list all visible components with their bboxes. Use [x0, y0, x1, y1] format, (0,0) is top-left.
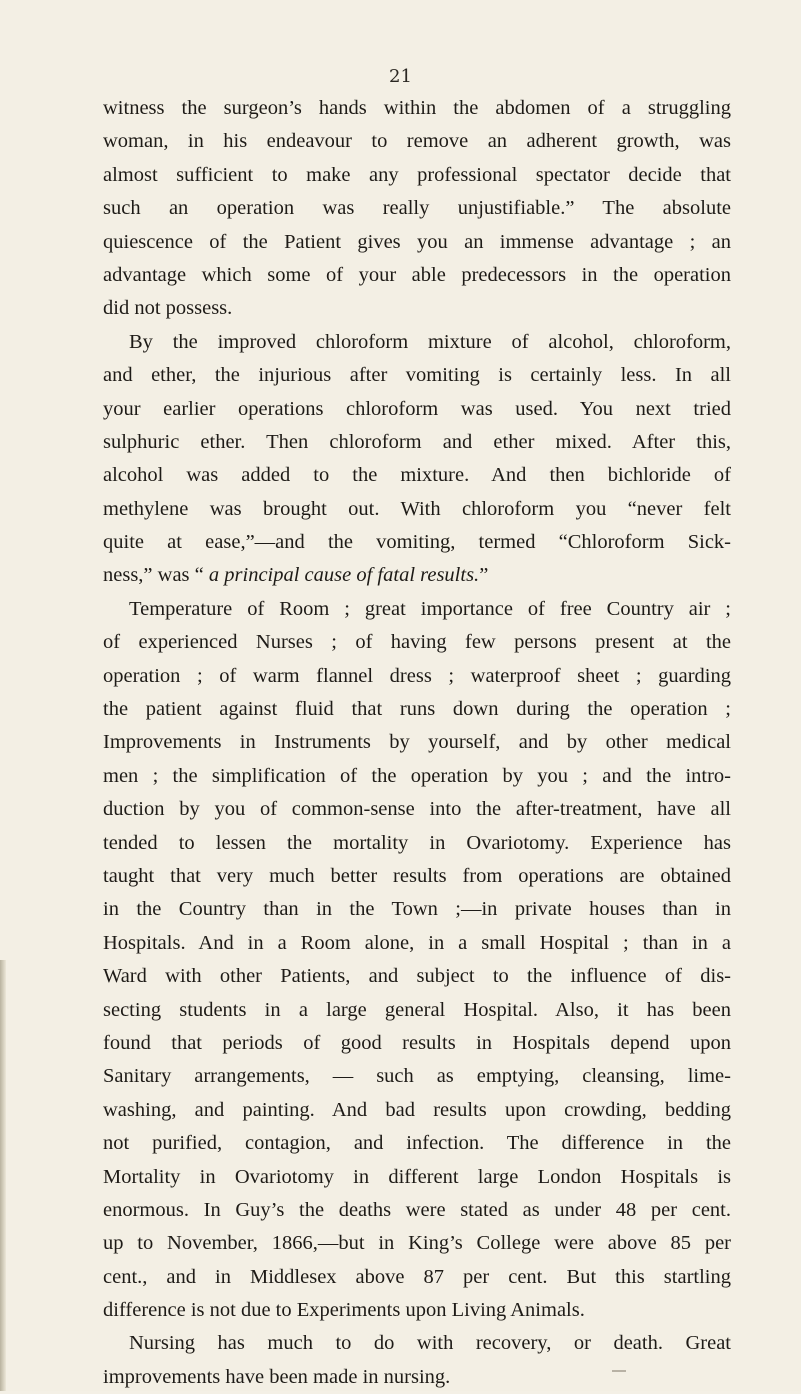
text-line: woman, in his endeavour to remove an adherent growth, was: [103, 130, 731, 153]
text-line: Nursing has much to do with recovery, or death. Great: [129, 1332, 731, 1355]
text-line: quite at ease,”—and the vomiting, termed “Chloroform Sick-: [103, 531, 731, 554]
page-binding-edge: [0, 960, 6, 1391]
text-line: tended to lessen the mortality in Ovariotomy. Experience has: [103, 831, 731, 854]
text-line: alcohol was added to the mixture. And then bichloride of: [103, 464, 731, 487]
text-line: duction by you of common-sense into the after-treatment, have all: [103, 798, 731, 821]
text-line: in the Country than in the Town ;—in private houses than in: [103, 898, 731, 921]
text-line: By the improved chloroform mixture of alcohol, chloroform,: [129, 330, 731, 353]
text-line: not purified, contagion, and infection. The difference in the: [103, 1132, 731, 1155]
text-line: witness the surgeon’s hands within the abdomen of a struggling: [103, 97, 731, 119]
italic-quote: a principal cause of fatal results.: [208, 564, 480, 587]
print-mark: [612, 1370, 626, 1372]
body-text: [103, 92, 731, 1394]
text-line: quiescence of the Patient gives you an immense advantage ; an: [103, 230, 731, 253]
text-line: advantage which some of your able predecessors in the operation: [103, 263, 731, 286]
text-line: taught that very much better results from operations are obtained: [103, 864, 731, 887]
text-line: your earlier operations chloroform was used. You next tried: [103, 397, 731, 420]
text-line: washing, and painting. And bad results upon crowding, bedding: [103, 1098, 731, 1121]
text-line: secting students in a large general Hospital. Also, it has been: [103, 998, 731, 1021]
text-line: improvements have been made in nursing.: [103, 1365, 451, 1388]
text-line: Sanitary arrangements, — such as emptying, cleansing, lime-: [103, 1065, 731, 1088]
text-line: difference is not due to Experiments upon Living Animals.: [103, 1299, 585, 1322]
text-line: of experienced Nurses ; of having few persons present at the: [103, 631, 731, 654]
text-line: found that periods of good results in Hospitals depend upon: [103, 1031, 731, 1054]
text-line: almost sufficient to make any professional spectator decide that: [103, 163, 731, 186]
page-number: 21: [389, 66, 412, 87]
italic-line-suffix: ”: [479, 564, 489, 587]
text-line: men ; the simplification of the operation by you ; and the intro-: [103, 764, 731, 787]
text-line: Hospitals. And in a Room alone, in a small Hospital ; than in a: [103, 931, 731, 954]
text-line: such an operation was really unjustifiable.” The absolute: [103, 197, 731, 220]
text-line-with-italic: [103, 559, 731, 592]
text-line: did not possess.: [103, 297, 233, 320]
text-line: methylene was brought out. With chloroform you “never felt: [103, 497, 731, 520]
text-line: Temperature of Room ; great importance of free Country air ;: [129, 597, 731, 620]
text-line: Improvements in Instruments by yourself, and by other medical: [103, 731, 731, 754]
text-line: sulphuric ether. Then chloroform and ether mixed. After this,: [103, 430, 731, 453]
text-line: enormous. In Guy’s the deaths were stated as under 48 per cent.: [103, 1198, 731, 1221]
text-line: and ether, the injurious after vomiting is certainly less. In all: [103, 364, 731, 387]
text-line: operation ; of warm flannel dress ; waterproof sheet ; guarding: [103, 664, 731, 687]
text-line: up to November, 1866,—but in King’s College were above 85 per: [103, 1232, 731, 1255]
text-line: the patient against fluid that runs down during the operation ;: [103, 698, 731, 721]
text-line: cent., and in Middlesex above 87 per cent. But this startling: [103, 1265, 731, 1288]
text-line: Ward with other Patients, and subject to the influence of dis-: [103, 965, 731, 988]
italic-line-prefix: ness,” was “: [103, 564, 209, 587]
text-line: Mortality in Ovariotomy in different large London Hospitals is: [103, 1165, 731, 1188]
